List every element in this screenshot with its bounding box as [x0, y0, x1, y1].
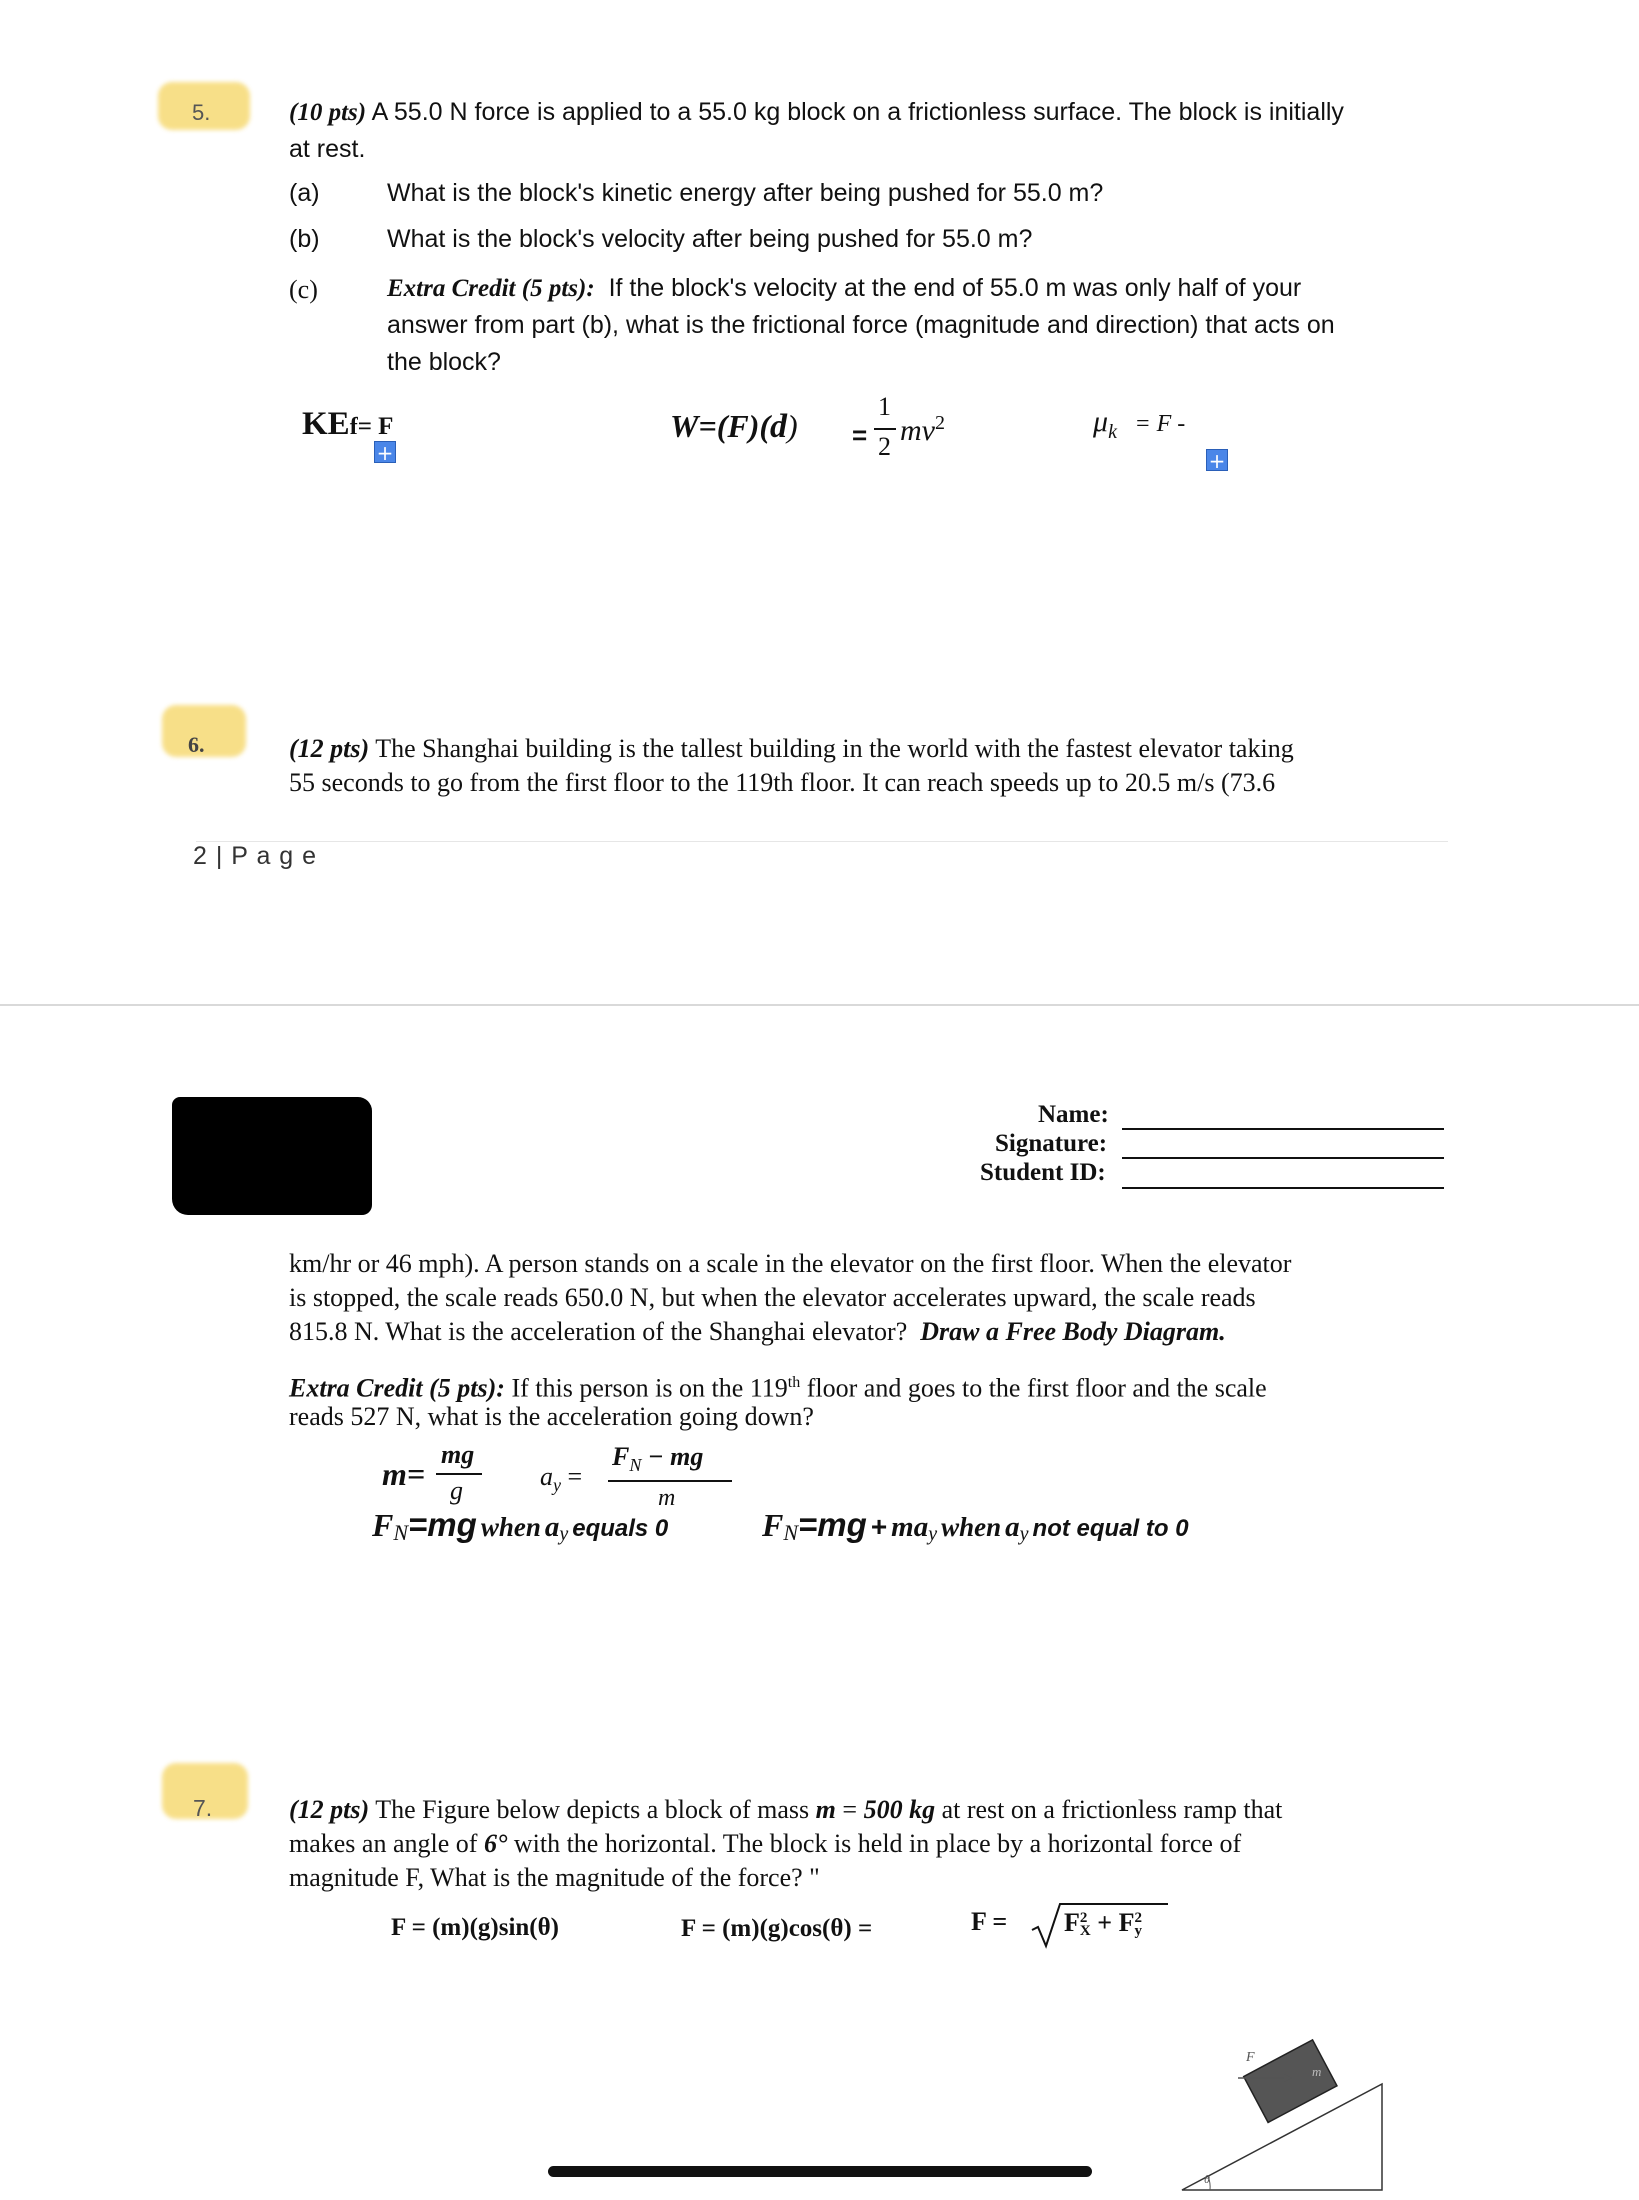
angle-label: θ — [1204, 2172, 1210, 2186]
ramp-figure — [1166, 2008, 1402, 2195]
question-6-continued-line-3: 815.8 N. What is the acceleration of the Shanghai elevator? Draw a Free Body Diagram. — [289, 1317, 1226, 1346]
acceleration-formula-den: m — [658, 1485, 676, 1511]
force-sine-formula: F = (m)(g)sin(θ) — [391, 1914, 559, 1941]
friction-coefficient-formula: $\mu_k = F$ - — [1093, 405, 1186, 443]
signature-line — [1122, 1157, 1444, 1159]
add-icon[interactable]: + — [1206, 449, 1228, 471]
question-number: 7. — [193, 1795, 213, 1821]
question-6-continued-line-2: is stopped, the scale reads 650.0 N, but when the elevator accelerates upward, the scale reads — [289, 1283, 1256, 1312]
home-indicator[interactable] — [548, 2166, 1092, 2177]
normal-force-condition-2: $F_N=mg + ma_y$ when $a_y$ not equal to 0 — [762, 1506, 1189, 1546]
mass-formula-lhs: m= — [382, 1456, 426, 1492]
question-5-intro — [289, 94, 1449, 131]
kinetic-energy-formula: KEf= F — [302, 406, 394, 442]
intro-line-1: A 55.0 N force is applied to a 55.0 kg block on a frictionless surface. The block is initially — [371, 98, 1344, 126]
question-6-continued-line-1: km/hr or 46 mph). A person stands on a scale in the elevator on the first floor. When the elevator — [289, 1249, 1292, 1278]
question-6-line-1: (12 pts) The Shanghai building is the tallest building in the world with the fastest elevator taking — [289, 734, 1294, 763]
fraction-bar — [874, 428, 896, 430]
question-number: 6. — [188, 732, 205, 757]
part-c-text-line-2: answer from part (b), what is the frictional force (magnitude and direction) that acts on — [387, 311, 1335, 339]
student-id-label: Student ID: — [980, 1159, 1106, 1186]
free-body-diagram-instruction: Draw a Free Body Diagram. — [920, 1317, 1226, 1346]
part-label-c: (c) — [289, 275, 318, 304]
work-energy-formula: W=(F)(d) — [670, 408, 798, 445]
add-icon[interactable]: + — [374, 441, 396, 463]
block-mass-label: m — [1312, 2064, 1322, 2079]
question-7-line-1: (12 pts) The Figure below depicts a block of mass m = 500 kg at rest on a frictionless ramp that — [289, 1795, 1283, 1824]
acceleration-formula-num: $F_N$ − mg — [612, 1442, 704, 1476]
extra-credit-line-2: reads 527 N, what is the acceleration going down? — [289, 1402, 814, 1431]
student-id-line — [1122, 1187, 1444, 1189]
question-7-line-2: makes an angle of 6° with the horizontal. The block is held in place by a horizontal force of — [289, 1829, 1242, 1858]
extra-credit-label: Extra Credit (5 pts): — [289, 1373, 505, 1403]
extra-credit-label: Extra Credit (5 pts): — [387, 275, 595, 302]
extra-credit-line-1: Extra Credit (5 pts): If this person is on the 119th floor and goes to the first floor and the scale — [289, 1373, 1267, 1403]
fraction-denominator: 2 — [878, 432, 891, 461]
part-label-b: (b) — [289, 225, 320, 253]
mass-formula-den: g — [450, 1476, 463, 1505]
force-cosine-formula: F = (m)(g)cos(θ) = — [681, 1915, 873, 1942]
fraction-numerator: 1 — [878, 392, 891, 421]
part-c-text: Extra Credit (5 pts): If the block's velocity at the end of 55.0 m was only half of your — [387, 274, 1302, 302]
work-equals: = — [852, 420, 868, 450]
name-line — [1122, 1128, 1444, 1130]
mv-squared: $mv^2$ — [900, 412, 945, 447]
footer-rule — [196, 841, 1448, 842]
points-label: (10 pts) — [289, 99, 367, 126]
page-separator — [0, 1004, 1639, 1006]
mass-formula-num: mg — [441, 1440, 475, 1469]
part-label-a: (a) — [289, 179, 320, 207]
points-label: (12 pts) — [289, 734, 370, 763]
redacted-block — [172, 1097, 372, 1215]
acceleration-fraction-bar — [608, 1480, 732, 1482]
part-b-text: What is the block's velocity after being pushed for 55.0 m? — [387, 225, 1033, 253]
question-7-line-3: magnitude F, What is the magnitude of the force? " — [289, 1863, 820, 1892]
name-label: Name: — [1038, 1101, 1109, 1128]
force-magnitude-lhs: F = — [971, 1907, 1008, 1936]
ramp-diagram — [1166, 2008, 1402, 2195]
question-number: 5. — [192, 100, 211, 125]
acceleration-formula-lhs: $a_y$ = — [540, 1462, 583, 1496]
signature-label: Signature: — [995, 1130, 1108, 1157]
force-magnitude-rhs: F 2 X + F 2 y — [1064, 1908, 1142, 1939]
force-arrow-label: F — [1246, 2050, 1255, 2065]
part-c-text-line-3: the block? — [387, 348, 501, 376]
question-6-line-2: 55 seconds to go from the first floor to the 119th floor. It can reach speeds up to 20.5 m/s (73.6 — [289, 768, 1276, 797]
points-label: (12 pts) — [289, 1795, 370, 1824]
part-a-text: What is the block's kinetic energy after being pushed for 55.0 m? — [387, 179, 1104, 207]
mass-fraction-bar — [436, 1473, 482, 1475]
normal-force-condition-1: $F_N=mg$ when $a_y$ equals 0 — [372, 1506, 669, 1546]
page-footer: 2 | P a g e — [193, 842, 318, 870]
question-5-intro-line-2: at rest. — [289, 135, 366, 163]
